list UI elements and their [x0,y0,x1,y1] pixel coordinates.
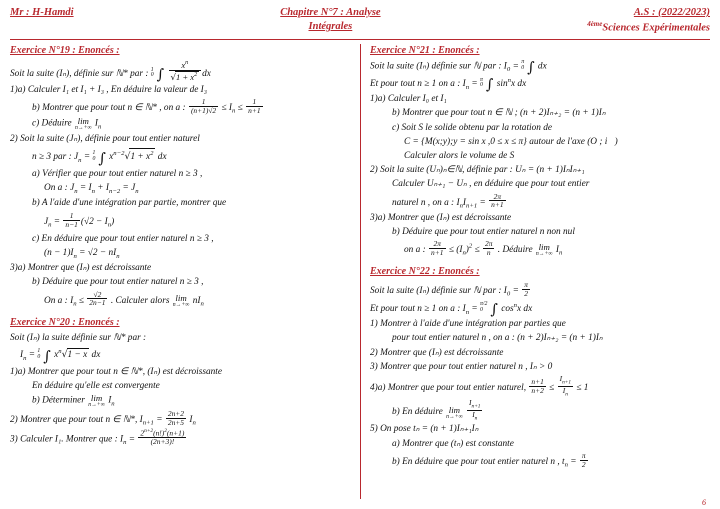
ex20-q3-text: 3) Calculer I₁. Montrer que : [10,434,118,445]
ex22-q1b: pour tout entier naturel n , on a : (n + 2)Iₙ₊₂ = (n + 1)Iₙ [392,333,603,344]
ex20-q1a: 1)a) Montrer que pour tout n ∈ ℕ*, (Iₙ) est décroissante [10,366,222,377]
ex22-q5a: a) Montrer que (tₙ) est constante [392,438,514,449]
ex22-q4b-text: b) En déduire [392,407,443,418]
ex22-q5b: b) En déduire que pour tout entier naturel n , $t_n$ = $\frac{\pi}{2}$ [392,450,586,469]
ex19-q2a2-text: On a : [44,182,68,193]
page-number: 6 [702,498,706,507]
ex19-q3b-formula: On a : $I_n$ ≤ $\frac{√2}{2n-1}$ . Calculer alors lim n→+∞ $nI_n$ [44,289,204,308]
ex19-q1: 1)a) Calculer I₁ et I₁ + I₃ , En déduire la valeur de I₃ [10,84,207,95]
ex19-q3b3-text: . Calculer alors [110,295,170,306]
ex20-q1b-text: b) Déterminer [32,395,85,406]
ex19-q2-formula: n ≥ 3 par : $J_n$ = 1 0 ∫ $x^{n-2}√1 + x^2$ dx [32,150,167,167]
ex19-q3b2-text: On a : [44,295,68,306]
ex19-intro-text: Soit la suite (Iₙ), définie sur ℕ* par : [10,68,149,79]
ex20-q1a2: En déduire qu'elle est convergente [32,380,160,391]
ex19-q1c: c) Déduire lim n→+∞ $I_n$ [32,116,102,131]
ex22-intro2: Et pour tout n ≥ 1 on a : $I_n$ = π/2 0 ∫ $\cos^nx$ dx [370,301,533,319]
class-level-text: Sciences Expérimentales [602,22,710,34]
ex22-q1: 1) Montrer à l'aide d'une intégration par parties que [370,319,566,330]
ex22-q4a: 4)a) Montrer que pour tout entier naturel, $\frac{n+1}{n+2}$ ≤ $\frac{I_{n+1}}{I_n}$ ≤ 1 [370,373,589,398]
ex22-intro: Soit la suite (Iₙ) définie sur ℕ par : $I_0$ = $\frac{\pi}{2}$ [370,280,528,299]
school-year: A.S : (2022/2023) [633,7,710,18]
class-level [587,20,710,36]
ex19-q2b: b) A l'aide d'une intégration par partie, montrer que [32,198,227,209]
ex20-q3: 3) Calculer I₁. Montrer que : $I_n$ = $\frac{2^{n+2}(n!)^2(n+1)}{(2n+3)!}$ [10,428,185,447]
ex19-intro: Soit la suite (Iₙ), définie sur ℕ* par : 1 0 ∫ $\frac{x^n}{√1 + x^2}$ dx [10,59,211,84]
ex22-q2: 2) Montrer que (Iₙ) est décroissante [370,347,504,358]
chapter-subtitle: Intégrales [308,21,353,33]
ex19-q3: 3)a) Montrer que (Iₙ) est décroissante [10,263,152,274]
chapter-title: Chapitre N°7 : Analyse [280,7,381,18]
header-divider [10,39,710,40]
ex21-q3b-formula: on a : $\frac{2\pi}{n+1}$ ≤ $(I_n)^2$ ≤ $\frac{2\pi}{n}$ . Déduire lim n→+∞ $I_n$ [404,239,563,258]
document-title [74,6,588,34]
ex19-q2a2: On a : $J_n = I_n + I_{n-2} = J_n$ [44,182,139,195]
ex19-q2a: a) Vérifier que pour tout entier naturel n ≥ 3 , [32,168,203,179]
ex22-intro-text: Soit la suite (Iₙ) définie sur ℕ par : [370,286,502,297]
left-column [10,44,360,499]
header-right [587,6,710,36]
ex20-intro: Soit (Iₙ) la suite définie sur ℕ* par : [10,332,147,343]
ex19-q2cont: n ≥ 3 par : [32,152,72,163]
ex21-q3b: b) Déduire que pour tout entier naturel n non nul [392,226,575,237]
ex21-q1c: c) Soit S le solide obtenu par la rotation de [392,122,553,133]
ex21-intro2: Et pour tout n ≥ 1 on a : $I_n$ = π 0 ∫ $\sin^nx$ dx [370,76,527,94]
ex21-q3b2-text: on a : [404,244,426,255]
exercise-19-title: Exercice N°19 : Enoncés : [10,44,120,56]
ex21-q1c3: Calculer alors le volume de S [404,150,515,161]
page-header [10,6,710,36]
ex21-q2c-text: naturel n , on a : [392,197,455,208]
ex21-q2c: naturel n , on a : $I_nI_{n+1}$ = $\frac{2\pi}{n+1}$ [392,191,504,210]
ex19-q2c: c) En déduire que pour tout entier naturel n ≥ 3 , [32,233,214,244]
ex22-intro2-text: Et pour tout n ≥ 1 on a : [370,303,461,314]
teacher-name: Mr : H-Hamdi [10,7,74,18]
ex19-q2: 2) Soit la suite (Jₙ), définie pour tout entier naturel [10,134,200,145]
ex19-q3b: b) Déduire que pour tout entier naturel n ≥ 3 , [32,277,204,288]
ex20-q2-text: 2) Montrer que pour tout n ∈ ℕ*, [10,414,138,425]
ex20-q2: 2) Montrer que pour tout n ∈ ℕ*, $I_{n+1}$ = $\frac{2n+2}{2n+5}$ $I_n$ [10,408,196,427]
ex19-q1b: b) Montrer que pour tout n ∈ ℕ* , on a : $\frac{1}{(n+1)√2}$ ≤ $I_n$ ≤ $\frac{1}{n+1}$ [32,96,261,115]
ex22-q5b-text: b) En déduire que pour tout entier naturel n , [392,456,560,467]
ex21-q2: 2) Soit la suite (Uₙ)ₙ∈ℕ, définie par : Uₙ = (n + 1)IₙIₙ₊₁ [370,165,585,176]
ex20-formula: $I_n$ = 1 0 ∫ $x^n√1 - x$ dx [20,347,101,365]
exercise-21-title: Exercice N°21 : Enoncés : [370,44,480,56]
ex19-q1c-text: c) Déduire [32,118,72,129]
ex21-q3a: 3)a) Montrer que (Iₙ) est décroissante [370,212,512,223]
ex22-q5: 5) On pose tₙ = (n + 1)Iₙ₊₁Iₙ [370,424,479,435]
ex21-intro2-text: Et pour tout n ≥ 1 on a : [370,78,461,89]
exercise-20-title: Exercice N°20 : Enoncés : [10,316,120,328]
ex21-q1c2: C = {M(x;y);y = sin x ,0 ≤ x ≤ π} autour de l'axe (O ; i⃗) [404,136,618,147]
ex19-q2c-formula: $(n - 1)I_n = √2 - nI_n$ [44,247,120,260]
ex21-intro-text: Soit la suite (Iₙ) définie sur ℕ par : [370,61,502,72]
right-column [360,44,710,499]
ex22-q4a-text: 4)a) Montrer que pour tout entier naturel, [370,383,527,394]
ex21-intro: Soit la suite (Iₙ) définie sur ℕ par : $I_0$ = π 0 ∫ dx [370,59,547,76]
ex21-q1a: 1)a) Calculer I₀ et I₁ [370,94,447,105]
ex22-q4b: b) En déduire lim n→+∞ $\frac{I_{n+1}}{I_n}$ [392,398,481,422]
ex19-q2b-formula: $J_n$ = $\frac{1}{n-1}$ $(√2 - I_n)$ [44,211,115,230]
ex21-q2b: Calculer Uₙ₊₁ − Uₙ , en déduire que pour tout entier [392,179,590,190]
ex21-q3b3-text: . Déduire [497,244,533,255]
class-level-sup: 4ème [587,20,603,29]
ex20-q1b: b) Déterminer lim n→+∞ $I_n$ [32,393,115,408]
exercise-22-title: Exercice N°22 : Enoncés : [370,266,480,278]
ex21-q1b: b) Montrer que pour tout n ∈ ℕ ; (n + 2)Iₙ₊₂ = (n + 1)Iₙ [392,108,606,119]
two-column-body [10,44,710,499]
ex22-q3: 3) Montrer que pour tout entier naturel n , Iₙ > 0 [370,361,553,372]
ex19-q1b-text: b) Montrer que pour tout n ∈ ℕ* , on a : [32,102,186,113]
